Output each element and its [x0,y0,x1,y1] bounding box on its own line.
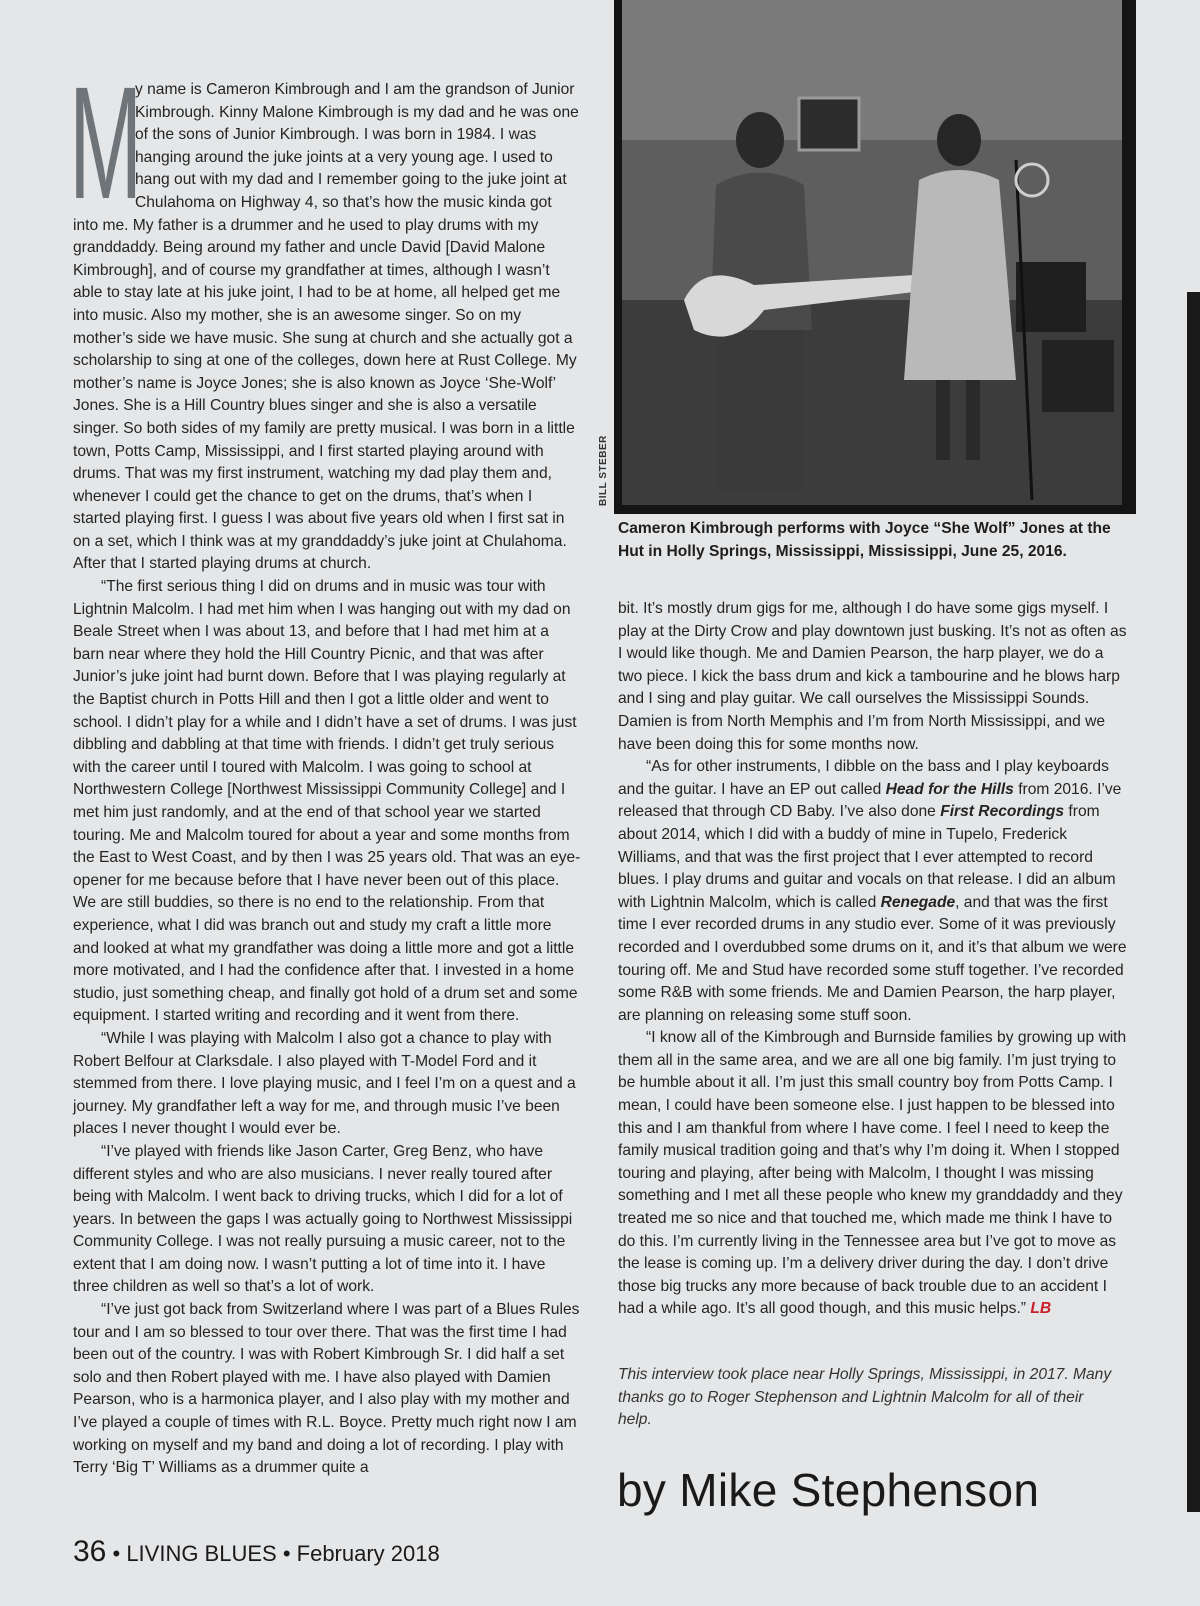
paragraph [618,1027,1128,1321]
paragraph-text: “As for other instruments, I dibble on the bass and I play keyboards and the guitar. I have an EP out called [618,758,1109,798]
paragraph: “I’ve just got back from Switzerland where I was part of a Blues Rules tour and I am so blessed to tour over there. That was the first time I had been out of the country. I was with Robert Kimbrough Sr. I did half a set solo and then Robert played with me. I have also played with Damien Pearson, who is a harmonica player, and I also play with my mother and I’ve played a couple of times with R.L. Boyce. Pretty much right now I am working on myself and my band and doing a lot of recording. I play with Terry ‘Big T’ Williams as a drummer quite a [73,1301,580,1477]
article-photo [614,0,1136,514]
paragraph [69,53,581,576]
paragraph-text: y name is Cameron Kimbrough and I am the grandson of Junior Kimbrough. Kinny Malone Kimbrough is my dad and he was one of the sons of Junior Kimbrough. I was born in 1984. I was hanging around the juke joints at a very young age. I used to hang out with my dad and I remember going to the juke joint at Chulahoma on Highway 4, so that’s how the music kinda got into me. My father is a drummer and he used to play drums with my granddaddy. Being around my father and uncle David [David Malone Kimbrough], and of course my grandfather at times, although I wasn’t able to stay late at his juke joint, I had to be at home, all helped get me into music. Also my mother, she is an awesome singer. So on my mother’s side we have music. She sung at church and she actually got a scholarship to sing at one of the colleges, down here at Rust College. My mother’s name is Joyce Jones; she is also known as Joyce ‘She-Wolf’ Jones. She is a Hill Country blues singer and she is also a versatile singer. So both sides of my family are pretty musical. I was born in a little town, Potts Camp, Mississippi, and I first started playing around with drums. That was my first instrument, watching my dad play them and, whenever I could get the chance to get on the drums, that’s when I started playing first. I guess I was about five years old when I first sat in on a set, which I think was at my granddaddy’s juke joint at Chulahoma. After that I started playing drums at church. [73,81,579,573]
paragraph [618,756,1128,1027]
issue-date: February 2018 [296,1541,440,1566]
album-title: First Recordings [940,803,1065,821]
page-number: 36 [73,1535,107,1568]
paragraph: “I’ve played with friends like Jason Carter, Greg Benz, who have different styles and who are also musicians. I never really toured after being with Malcolm. I went back to driving trucks, which I did for a lot of years. In between the gaps I was actually going to Northwest Mississippi Community College. I was not really pursuing a music career, not to the extent that I am doing now. I wasn’t putting a lot of time into it. I have three children as well so that’s a lot of work. [73,1142,573,1296]
separator: • [106,1541,127,1566]
performers-photo-illustration [614,0,1136,514]
interview-note: This interview took place near Holly Springs, Mississippi, in 2017. Many thanks go to Roger Stephenson and Lightnin Malcolm for all of their help. [618,1366,1112,1429]
magazine-name: LIVING BLUES [126,1541,277,1566]
left-text-column [69,53,581,1480]
paragraph-text: from about 2014, which I did with a buddy of mine in Tupelo, Frederick Williams, and that was the first project that I ever attempted to record blues. I play drums and guitar and vocals on that release. I did an album with Lightnin Malcolm, which is called [618,803,1116,911]
paragraph-text: , and that was the first time I ever recorded drums in any studio ever. Some of it was previously recorded and I overdubbed some drums on it, and it’s that album we were touring off. Me and Stud have recorded some stuff together. I’ve recorded some R&B with some friends. Me and Damien Pearson, the harp player, are planning on releasing some stuff soon. [618,893,1127,1024]
photo-caption: Cameron Kimbrough performs with Joyce “She Wolf” Jones at the Hut in Holly Springs, Mississippi, Mississippi, June 25, 2016. [618,520,1111,560]
photo-credit: BILL STEBER [598,435,609,506]
byline: by Mike Stephenson [617,1464,1040,1516]
drop-cap: M [69,53,143,232]
edge-bar [1187,292,1200,1512]
separator: • [276,1541,297,1566]
end-mark-logo: LB [1030,1300,1052,1318]
right-text-column [618,598,1128,1321]
paragraph: “The first serious thing I did on drums and in music was tour with Lightnin Malcolm. I had met him when I was hanging out with my dad on Beale Street when I was about 13, and before that I had met him at a barn near where they hold the Hill Country Picnic, and that was after Junior’s juke joint had burnt down. Before that I was playing regularly at the Baptist church in Potts Hill and then I got a little older and went to school. I didn’t play for a while and I didn’t have a set of drums. I was just dibbling and dabbling at that time with friends. I didn’t get truly serious with the career until I toured with Malcolm. I was going to school at Northwestern College [Northwest Mississippi Community College] and I met him just randomly, and at the end of that school year we started touring. Me and Malcolm toured for about a year and some months from the East to West Coast, and by then I was 25 years old. That was an eye-opener for me because before that I have never been out of this place. We are still buddies, so there is no end to the relationship. From that experience, what I did was branch out and study my craft a little more and looked at what my grandfather was doing a little more and got a little more motivated, and I had the confidence after that. I invested in a home studio, just something cheap, and finally got hold of a drum set and some equipment. I started writing and recording and it went from there. [73,578,581,1025]
album-title: Head for the Hills [885,780,1014,798]
paragraph: “While I was playing with Malcolm I also got a chance to play with Robert Belfour at Clarksdale. I also played with T-Model Ford and it stemmed from there. I love playing music, and I feel I’m on a quest and a journey. My grandfather left a way for me, and through music I’ve been places I never thought I would ever be. [73,1029,576,1138]
paragraph: bit. It’s mostly drum gigs for me, although I do have some gigs myself. I play at the Dirty Crow and play downtown just busking. It’s not as often as I would like though. Me and Damien Pearson, the harp player, we do a two piece. I kick the bass drum and kick a tambourine and he blows harp and I sing and play guitar. We call ourselves the Mississippi Sounds. Damien is from North Memphis and I’m from North Mississippi, and we have been doing this for some months now. [618,600,1127,753]
paragraph-text: from 2016. I’ve released that through CD Baby. I’ve also done [618,780,1122,821]
paragraph-text: “I know all of the Kimbrough and Burnside families by growing up with them all in the same area, and we are all one big family. I’m just trying to be humble about it all. I’m just this small country boy from Potts Camp. I mean, I could have been someone else. I just happen to be blessed into this and I am thankful from where I have come. I feel I need to keep the family musical tradition going and that’s why I’m doing it. When I stopped touring and playing, after being with Malcolm, I thought I was missing something and I met all these people who knew my granddaddy and they treated me so nice and that touched me, which made me think I have to do this. I’m currently living in the Tennessee area but I’ve got to move as the lease is coming up. I’m a delivery driver during the day. I don’t drive those big trucks any more because of back trouble due to an accident I had a while ago. It’s all good though, and this music helps.” [618,1029,1127,1318]
page-footer [73,1535,440,1569]
album-title: Renegade [880,893,956,911]
